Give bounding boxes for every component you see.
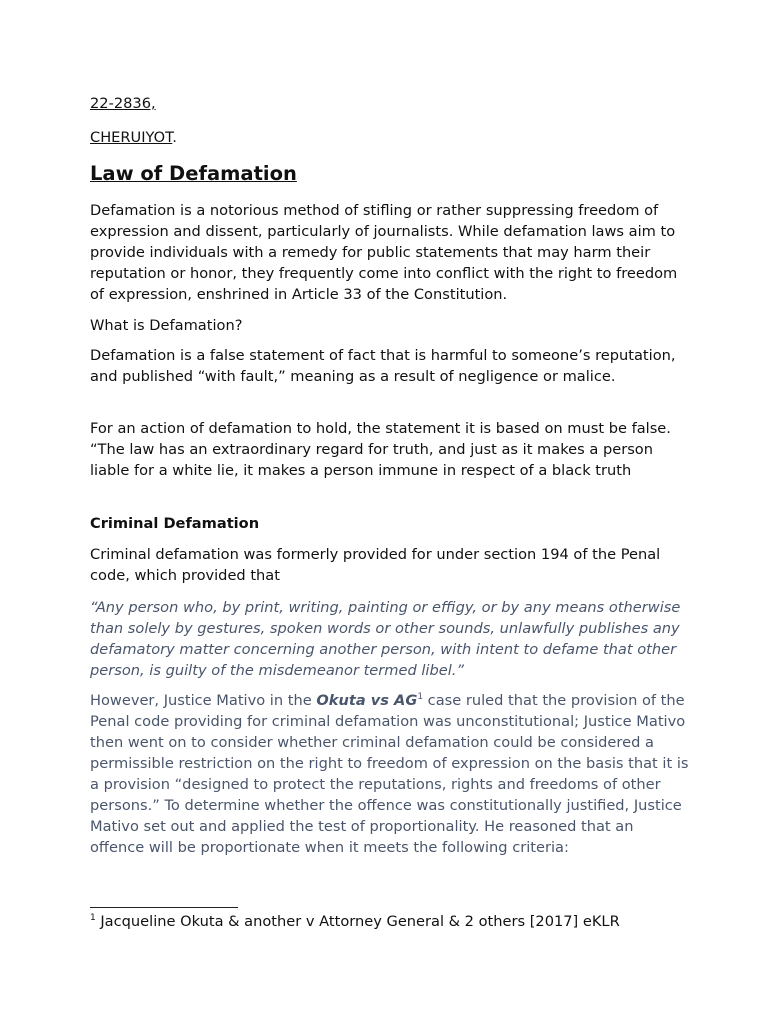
document-title: Law of Defamation	[90, 162, 297, 185]
intro-paragraph: Defamation is a notorious method of stifling or rather suppressing freedom of expression and dissent, particularly of journalists. While defamation laws aim to provide individuals with a remedy for public statements that may harm their reputation or honor, they frequently come into conflict with the right to freedom of expression, enshrined in Article 33 of the Constitution.	[90, 202, 678, 303]
case-name: Okuta vs AG	[316, 692, 418, 709]
question-paragraph: What is Defamation?	[90, 317, 243, 334]
definition-paragraph: Defamation is a false statement of fact that is harmful to someone’s reputation, and published “with fault,” meaning as a result of negligence or malice.	[90, 347, 676, 385]
registration-number: 22-2836,	[90, 95, 156, 112]
footnote-separator	[90, 907, 238, 908]
footnote: $^1$ Jacqueline Okuta & another v Attorney General & 2 others [2017] eKLR	[90, 913, 620, 930]
truth-paragraph: For an action of defamation to hold, the statement it is based on must be false. “The law has an extraordinary regard for truth, and just as it makes a person liable for a white lie, it makes a person immune in respect of a black truth	[90, 420, 671, 479]
criminal-defamation-heading: Criminal Defamation	[90, 515, 260, 532]
penal-code-quote: “Any person who, by print, writing, painting or effigy, or by any means otherwise than solely by gestures, spoken words or other sounds, unlawfully publishes any defamatory matter concerning another person, with intent to defame that other person, is guilty of the misdemeanor termed libel.”	[90, 599, 681, 679]
author-name: CHERUIYOT.	[90, 129, 177, 146]
mativo-paragraph: However, Justice Mativo in the Okuta vs AG$^1$ case ruled that the provision of the Penal code providing for criminal defamation was unconstitutional; Justice Mativo then went on to consider whether criminal defamation could be considered a permissible restriction on the right to freedom of expression on the basis that it is a provision “designed to protect the reputations, rights and freedoms of other persons.” To determine whether the offence was constitutionally justified, Justice Mativo set out and applied the test of proportionality. He reasoned that an offence will be proportionate when it meets the following criteria:	[90, 692, 689, 856]
footnote-marker: 1	[90, 913, 96, 924]
footnote-reference[interactable]: 1	[417, 692, 424, 703]
criminal-intro-paragraph: Criminal defamation was formerly provided for under section 194 of the Penal code, which provided that	[90, 546, 661, 584]
